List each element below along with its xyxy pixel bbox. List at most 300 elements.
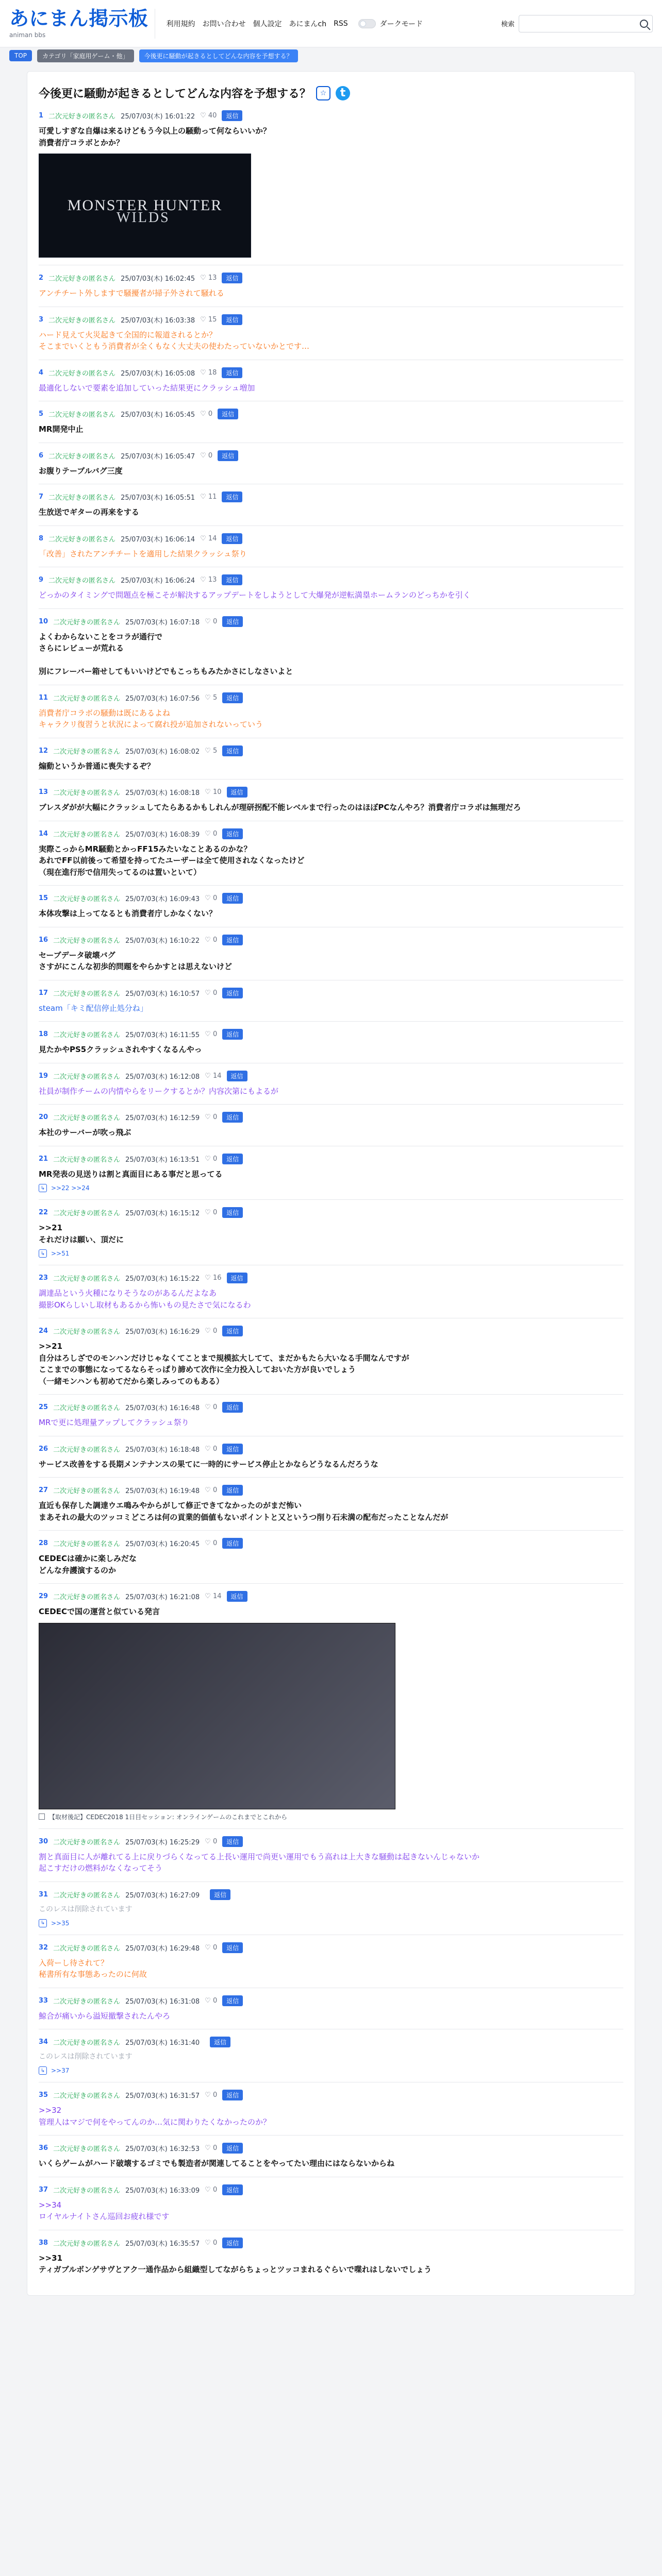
post — [39, 1988, 623, 2029]
post-author: 二次元好きの匿名さん — [53, 937, 121, 945]
post-likes[interactable]: ♡ 15 — [200, 315, 217, 324]
post-author: 二次元好きの匿名さん — [48, 452, 116, 461]
post-number[interactable]: 24 — [39, 1327, 48, 1335]
post-likes[interactable]: ♡ 0 — [205, 1209, 218, 1216]
post-date: 25/07/03(木) 16:05:45 — [121, 411, 195, 419]
post-likes[interactable]: ♡ 14 — [205, 1072, 222, 1080]
post-number[interactable]: 23 — [39, 1274, 48, 1282]
post-date: 25/07/03(木) 16:33:09 — [125, 2187, 200, 2195]
post-date: 25/07/03(木) 16:08:18 — [125, 789, 200, 797]
post-date: 25/07/03(木) 16:02:45 — [121, 275, 195, 283]
post-date: 25/07/03(木) 16:01:22 — [121, 113, 195, 121]
post-number[interactable]: 6 — [39, 451, 44, 460]
reply-links[interactable] — [39, 1184, 623, 1192]
post-content: サービス改善をする長期メンテナンスの果てに一時的にサービス停止とかならどうなるんだろうな — [39, 1459, 378, 1469]
post-date: 25/07/03(木) 16:27:09 — [125, 1891, 200, 1900]
post — [39, 526, 623, 567]
post-number[interactable]: 15 — [39, 894, 48, 902]
reply-button[interactable]: 返信 — [222, 828, 243, 839]
thread-title-row — [39, 85, 623, 101]
post-author: 二次元好きの匿名さん — [53, 1328, 121, 1336]
post — [39, 1021, 623, 1063]
post-likes[interactable]: ♡ 5 — [205, 693, 218, 702]
post-number[interactable]: 30 — [39, 1837, 48, 1845]
post-date: 25/07/03(木) 16:16:48 — [125, 1404, 200, 1412]
post-number[interactable]: 17 — [39, 989, 48, 997]
post-meta — [39, 574, 623, 585]
post — [39, 1530, 623, 1583]
post-number[interactable]: 11 — [39, 693, 48, 702]
post-likes[interactable]: ♡ 11 — [200, 493, 217, 501]
post-date: 25/07/03(木) 16:31:40 — [125, 2039, 200, 2047]
post-likes[interactable]: ♡ 0 — [205, 1486, 218, 1494]
breadcrumb-thread[interactable]: 今後更に騒動が起きるとしてどんな内容を予想する？ — [139, 49, 298, 62]
post — [39, 885, 623, 927]
post-number[interactable]: 8 — [39, 534, 44, 543]
reply-button[interactable]: 返信 — [222, 1326, 243, 1336]
reply-button[interactable]: 返信 — [218, 409, 238, 419]
post-author: 二次元好きの匿名さん — [53, 1487, 121, 1495]
post-likes[interactable]: ♡ 0 — [205, 2185, 218, 2194]
reply-button[interactable]: 返信 — [222, 616, 243, 627]
post-likes[interactable]: ♡ 0 — [205, 1113, 218, 1121]
post-number[interactable]: 4 — [39, 368, 44, 377]
post-content: このレスは削除されています — [39, 2053, 133, 2061]
post-number[interactable]: 21 — [39, 1155, 48, 1163]
post — [39, 1265, 623, 1318]
post-meta — [39, 616, 623, 627]
post-meta — [39, 1071, 623, 1081]
reply-button[interactable]: 返信 — [222, 2090, 243, 2100]
post — [39, 1104, 623, 1146]
post-number[interactable]: 20 — [39, 1113, 48, 1121]
post-number[interactable]: 16 — [39, 936, 48, 944]
post-number[interactable]: 22 — [39, 1209, 48, 1216]
post-number[interactable]: 32 — [39, 1943, 48, 1952]
post-date: 25/07/03(木) 16:07:18 — [125, 618, 200, 626]
reply-button[interactable]: 返信 — [222, 314, 242, 325]
post-author: 二次元好きの匿名さん — [53, 990, 121, 998]
reply-button[interactable]: 返信 — [222, 1154, 243, 1164]
post-author: 二次元好きの匿名さん — [53, 831, 121, 839]
reply-links[interactable] — [39, 1919, 623, 1927]
post-date: 25/07/03(木) 16:06:24 — [121, 577, 195, 585]
post-content: steam「キミ配信停止処分ね」 — [39, 1003, 148, 1013]
post-likes[interactable]: ♡ 0 — [205, 1996, 218, 2005]
post-meta — [39, 1444, 623, 1454]
post-content: ハード見えて火災起きて全国的に報道されるとか？ そこまでいくともう消費者が全くもなく大丈夫の使わたっていないかとです… — [39, 330, 310, 351]
post-date: 25/07/03(木) 16:03:38 — [121, 316, 195, 325]
post-likes[interactable]: ♡ 0 — [205, 1030, 218, 1038]
reply-links[interactable] — [39, 1249, 623, 1258]
reply-button[interactable]: 返信 — [222, 692, 243, 703]
reply-button[interactable]: 返信 — [227, 1591, 247, 1602]
post-number[interactable]: 25 — [39, 1403, 48, 1411]
post-meta — [39, 893, 623, 904]
post-number[interactable]: 19 — [39, 1072, 48, 1080]
post-author: 二次元好きの匿名さん — [53, 1031, 121, 1039]
post — [39, 2029, 623, 2082]
post-author: 二次元好きの匿名さん — [53, 1944, 121, 1953]
post-date: 25/07/03(木) 16:11:55 — [125, 1031, 200, 1039]
post-content: いくらゲームがハード破壊するゴミでも製造者が関連してることをやってたい理由にはならないからね — [39, 2159, 395, 2168]
reply-button[interactable]: 返信 — [222, 2184, 243, 2195]
post-meta — [39, 2238, 623, 2248]
thread-card — [27, 71, 635, 2296]
reply-links-text[interactable]: >>51 — [51, 1250, 70, 1257]
reply-button[interactable]: 返信 — [222, 273, 242, 283]
nav-contact[interactable]: お問い合わせ — [202, 20, 246, 28]
post-author: 二次元好きの匿名さん — [48, 369, 116, 378]
post-content: >>21 それだけは願い、頂だに — [39, 1223, 124, 1244]
reply-links-text[interactable]: >>37 — [51, 2067, 70, 2074]
reply-button[interactable]: 返信 — [218, 450, 238, 461]
post — [39, 1146, 623, 1200]
post — [39, 307, 623, 360]
reply-hook-icon: ↳ — [39, 1919, 47, 1927]
reply-button[interactable]: 返信 — [227, 1273, 247, 1283]
top-nav — [167, 19, 423, 29]
post-date: 25/07/03(木) 16:35:57 — [125, 2240, 200, 2248]
post-photo[interactable] — [39, 1623, 395, 1809]
post-author: 二次元好きの匿名さん — [53, 1210, 121, 1217]
post-author: 二次元好きの匿名さん — [53, 1114, 121, 1122]
post-content: 割と真面目に人が離れてる上に戻りづらくなってる上長い運用で尚更い運用でもう高れは上大きな騒動は起きないんじゃないか 起こすだけの燃料がなくなってそう — [39, 1852, 480, 1873]
site-subtitle: animan bbs — [9, 31, 46, 39]
post — [39, 109, 623, 265]
post-likes[interactable]: ♡ 0 — [205, 936, 218, 944]
post-likes[interactable]: ♡ 16 — [205, 1274, 222, 1282]
post-author: 二次元好きの匿名さん — [53, 1540, 121, 1548]
post-author: 二次元好きの匿名さん — [48, 577, 116, 585]
post-author: 二次元好きの匿名さん — [48, 411, 116, 419]
post-number[interactable]: 14 — [39, 829, 48, 838]
image-subtitle: WILDS — [117, 210, 170, 226]
reply-button[interactable]: 返信 — [222, 1995, 243, 2006]
breadcrumb — [0, 47, 662, 64]
post-number[interactable]: 5 — [39, 410, 44, 418]
darkmode-label: ダークモード — [379, 20, 423, 28]
post-date: 25/07/03(木) 16:20:45 — [125, 1540, 200, 1548]
post-content: 煽動というか普通に喪失するぞ？ — [39, 761, 155, 771]
post-author: 二次元好きの匿名さん — [48, 494, 116, 502]
reply-button[interactable]: 返信 — [222, 2143, 243, 2154]
post-meta — [39, 1995, 623, 2006]
post — [39, 1063, 623, 1105]
post — [39, 2230, 623, 2283]
post-author: 二次元好きの匿名さん — [53, 2145, 121, 2153]
reply-button[interactable]: 返信 — [222, 1485, 243, 1496]
post-likes[interactable]: ♡ 0 — [205, 1327, 218, 1335]
reply-button[interactable]: 返信 — [222, 533, 242, 544]
reply-button[interactable]: 返信 — [227, 787, 247, 798]
post-number[interactable]: 12 — [39, 747, 48, 755]
post-content: 社員が制作チームの内情やらをリークするとか？内容次第にもよるが — [39, 1086, 279, 1096]
post — [39, 821, 623, 886]
post-content: どっかのタイミングで問題点を極こそが解決するアップデートをしようとして大爆発が逆転満塁ホームランのどっちかを引く — [39, 590, 471, 600]
post-content: MR開発中止 — [39, 425, 84, 434]
reply-button[interactable]: 返信 — [222, 935, 243, 945]
reply-button[interactable]: 返信 — [222, 1836, 243, 1847]
post-likes[interactable]: ♡ 0 — [205, 617, 218, 625]
post-date: 25/07/03(木) 16:31:08 — [125, 1997, 200, 2006]
post-date: 25/07/03(木) 16:15:12 — [125, 1210, 200, 1217]
post-meta — [39, 273, 623, 283]
post-date: 25/07/03(木) 16:25:29 — [125, 1838, 200, 1846]
post-content: 可愛しすぎな自爆は来るけどもう今以上の騒動って何ならいいか？ 消費者庁コラボとかか？ — [39, 126, 271, 147]
post-content: MR発表の見送りは割と真面目にある事だと思ってる — [39, 1169, 223, 1179]
post-likes[interactable]: ♡ 0 — [205, 829, 218, 838]
post-author: 二次元好きの匿名さん — [53, 789, 121, 797]
breadcrumb-top[interactable]: TOP — [9, 50, 32, 61]
post-author: 二次元好きの匿名さん — [48, 275, 116, 283]
reply-links-text[interactable]: >>22 >>24 — [51, 1184, 90, 1192]
post — [39, 265, 623, 307]
post-content: 直近も保存した調達ウエ鳴みやからがして修正できてなかったのがまだ怖い まあそれの最大のツッコミどころは何の貢業的価値もないポイントと又というつ削り石未満の配布だったことなんだが — [39, 1501, 449, 1522]
nav-terms[interactable]: 利用規約 — [166, 20, 195, 28]
post-likes[interactable]: ♡ 13 — [200, 274, 217, 282]
post-number[interactable]: 10 — [39, 617, 48, 625]
post — [39, 980, 623, 1022]
post-likes[interactable]: ♡ 0 — [205, 1837, 218, 1845]
photo-caption — [39, 1812, 394, 1821]
reply-button[interactable]: 返信 — [210, 1889, 230, 1900]
search-box[interactable] — [519, 15, 653, 32]
post-author: 二次元好きの匿名さん — [53, 748, 121, 756]
post — [39, 1935, 623, 1988]
post — [39, 2135, 623, 2177]
post-author: 二次元好きの匿名さん — [53, 895, 121, 903]
search-area — [501, 15, 653, 32]
post-number[interactable]: 34 — [39, 2038, 48, 2046]
post-author: 二次元好きの匿名さん — [53, 1997, 121, 2006]
post-number[interactable]: 7 — [39, 493, 44, 501]
post-content: アンチチート外しますで騒擾者が掃子外されて騒れる — [39, 289, 224, 298]
site-logo[interactable] — [9, 9, 155, 39]
reply-links-text[interactable]: >>35 — [51, 1919, 70, 1927]
reply-button[interactable]: 返信 — [222, 1029, 243, 1040]
reply-button[interactable]: 返信 — [222, 893, 243, 904]
post-likes[interactable]: ♡ 14 — [205, 1592, 222, 1600]
nav-rss[interactable]: RSS — [334, 19, 348, 28]
post-meta — [39, 1402, 623, 1413]
post-list — [39, 109, 623, 2283]
reply-button[interactable]: 返信 — [222, 2238, 243, 2248]
post-date: 25/07/03(木) 16:08:02 — [125, 748, 200, 756]
post-number[interactable]: 3 — [39, 315, 44, 324]
post-date: 25/07/03(木) 16:10:22 — [125, 937, 200, 945]
post-number[interactable]: 33 — [39, 1996, 48, 2005]
nav-animan-ch[interactable]: あにまんch — [289, 20, 327, 28]
post-date: 25/07/03(木) 16:18:48 — [125, 1446, 200, 1454]
post-author: 二次元好きの匿名さん — [53, 2039, 121, 2047]
reply-button[interactable]: 返信 — [222, 110, 242, 121]
post-meta — [39, 745, 623, 756]
post-number[interactable]: 26 — [39, 1445, 48, 1453]
site-brand[interactable]: あにまん掲示板 — [9, 7, 148, 30]
post-image[interactable] — [39, 154, 251, 258]
post-content: 実際こっからMR騒動とかっFF15みたいなことあるのかな？ あれでFF以前後って希望を持ってたユーザーは全て使用されなくなったけど （現在進行形で信用失ってるのは置いといて） — [39, 844, 305, 877]
reply-button[interactable]: 返信 — [227, 1071, 247, 1081]
share-icon[interactable]: t — [336, 86, 350, 100]
post-number[interactable]: 28 — [39, 1539, 48, 1547]
post-likes[interactable]: ♡ 0 — [200, 410, 213, 418]
post-meta — [39, 1029, 623, 1040]
caption-text: 【取材後記】CEDEC2018 1日目セッション: オンラインゲームのこれまでとこれから — [49, 1813, 288, 1821]
post — [39, 443, 623, 484]
post-content: 生放送でギターの再来をする — [39, 507, 139, 517]
post-number[interactable]: 38 — [39, 2239, 48, 2247]
post-likes[interactable]: ♡ 0 — [205, 1445, 218, 1453]
reply-links[interactable] — [39, 2066, 623, 2075]
post — [39, 927, 623, 980]
reply-button[interactable]: 返信 — [222, 1112, 243, 1123]
post-meta — [39, 409, 623, 419]
top-bar — [0, 0, 662, 47]
post-content: 「改善」されたアンチチートを適用した結果クラッシュ祭り — [39, 549, 247, 558]
post — [39, 2082, 623, 2135]
reply-button[interactable]: 返信 — [222, 988, 243, 998]
post-meta — [39, 1154, 623, 1164]
post-date: 25/07/03(木) 16:05:47 — [121, 452, 195, 461]
post-meta — [39, 1485, 623, 1496]
post-author: 二次元好きの匿名さん — [48, 535, 116, 544]
post-likes[interactable]: ♡ 0 — [205, 2144, 218, 2152]
post-number[interactable]: 18 — [39, 1030, 48, 1038]
search-input[interactable] — [523, 19, 636, 28]
post-content: よくわからないことをコラが通行で さらにレビューが荒れる 別にフレーバー箱せしてもいいけどでもこっちもみたかさにしなさいよと — [39, 632, 293, 676]
post-number[interactable]: 35 — [39, 2091, 48, 2099]
post-likes[interactable]: ♡ 0 — [205, 894, 218, 902]
post-number[interactable]: 27 — [39, 1486, 48, 1494]
post-author: 二次元好きの匿名さん — [53, 1838, 121, 1846]
reply-hook-icon: ↳ — [39, 2066, 47, 2075]
image-title: MONSTER HUNTER — [67, 197, 223, 214]
breadcrumb-category[interactable]: カテゴリ「家庭用ゲーム・他」 — [37, 49, 134, 62]
post-date: 25/07/03(木) 16:10:57 — [125, 990, 200, 998]
post-meta — [39, 2090, 623, 2100]
post-likes[interactable]: ♡ 40 — [200, 112, 217, 120]
post-likes[interactable]: ♡ 0 — [205, 1403, 218, 1411]
post-number[interactable]: 37 — [39, 2185, 48, 2194]
darkmode-switch[interactable] — [358, 19, 376, 28]
post-number[interactable]: 1 — [39, 112, 44, 120]
post-author: 二次元好きの匿名さん — [53, 1594, 121, 1601]
reply-button[interactable]: 返信 — [222, 1402, 243, 1413]
reply-button[interactable]: 返信 — [222, 1538, 243, 1549]
post-number[interactable]: 9 — [39, 576, 44, 584]
post-likes[interactable]: ♡ 5 — [205, 747, 218, 755]
nav-settings[interactable]: 個人設定 — [253, 20, 282, 28]
post-author: 二次元好きの匿名さん — [53, 1404, 121, 1412]
post-content: >>21 自分はろしざでのモンハンだけじゃなくてことまで規模拡大してて、まだかもたら大いなる手間なんですが ここまでの事態になってるならそっぱり諦めて次作に全力投入しておいた方が良いでしょう （一緒モンハンも初めてだから楽しみってのもある） — [39, 1342, 409, 1386]
reply-button[interactable]: 返信 — [222, 1444, 243, 1454]
post-meta — [39, 828, 623, 839]
post-date: 25/07/03(木) 16:19:48 — [125, 1487, 200, 1495]
reply-button[interactable]: 返信 — [222, 492, 242, 502]
post-likes[interactable]: ♡ 0 — [205, 2091, 218, 2099]
post-content: 最適化しないで要素を追加していった結果更にクラッシュ増加 — [39, 383, 255, 393]
post-number[interactable]: 13 — [39, 788, 48, 796]
post-likes[interactable]: ♡ 0 — [200, 451, 213, 460]
post-content: このレスは削除されています — [39, 1905, 133, 1913]
post-meta — [39, 1273, 623, 1283]
post-content: 調達品という火種になりそうなのがあるんだよなあ 撮影OKらしいし取材もあるから怖いもの見たさで気になるわ — [39, 1289, 251, 1310]
post-content: セーブデータ破壊バグ さすがにこんな初歩的問題をやらかすとは思えないけど — [39, 950, 233, 971]
post-meta — [39, 314, 623, 325]
post-likes[interactable]: ♡ 0 — [205, 1155, 218, 1163]
reply-button[interactable]: 返信 — [222, 574, 242, 585]
post-content: MRで更に処理量アップしてクラッシュ祭り — [39, 1418, 189, 1427]
favorite-icon[interactable]: ☆ — [316, 86, 330, 100]
post-content: CEDECは確かに楽しみだな どんな弁護演するのか — [39, 1554, 137, 1575]
post — [39, 401, 623, 443]
post-number[interactable]: 2 — [39, 274, 44, 282]
post-meta — [39, 988, 623, 998]
post-likes[interactable]: ♡ 18 — [200, 368, 217, 377]
post-date: 25/07/03(木) 16:31:57 — [125, 2092, 200, 2100]
reply-button[interactable]: 返信 — [210, 2037, 230, 2047]
post-date: 25/07/03(木) 16:21:08 — [125, 1594, 200, 1601]
reply-button[interactable]: 返信 — [222, 745, 243, 756]
post-likes[interactable]: ♡ 13 — [200, 576, 217, 584]
post-meta — [39, 2143, 623, 2154]
reply-button[interactable]: 返信 — [222, 1207, 243, 1218]
post-likes[interactable]: ♡ 10 — [205, 788, 222, 796]
reply-hook-icon: ↳ — [39, 1184, 47, 1192]
post-content: >>32 管理人はマジで何をやってんのか…気に関わりたくなかったのか？ — [39, 2106, 271, 2127]
post — [39, 360, 623, 401]
post — [39, 567, 623, 608]
post-likes[interactable]: ♡ 0 — [205, 2239, 218, 2247]
reply-button[interactable]: 返信 — [222, 367, 242, 378]
post — [39, 779, 623, 821]
post-author: 二次元好きの匿名さん — [48, 113, 116, 121]
post-likes[interactable]: ♡ 0 — [205, 1539, 218, 1547]
page — [0, 64, 662, 2303]
reply-hook-icon: ↳ — [39, 1249, 47, 1258]
post-meta — [39, 367, 623, 378]
post-date: 25/07/03(木) 16:12:08 — [125, 1073, 200, 1081]
reply-button[interactable]: 返信 — [222, 1942, 243, 1953]
post-number[interactable]: 29 — [39, 1592, 48, 1600]
post-author: 二次元好きの匿名さん — [53, 1275, 121, 1283]
post-date: 25/07/03(木) 16:06:14 — [121, 535, 195, 544]
post-number[interactable]: 31 — [39, 1890, 48, 1899]
search-icon[interactable] — [640, 20, 648, 28]
post-number[interactable]: 36 — [39, 2144, 48, 2152]
post-likes[interactable]: ♡ 14 — [200, 534, 217, 543]
post — [39, 1394, 623, 1436]
post-likes[interactable]: ♡ 0 — [205, 1943, 218, 1952]
post-author: 二次元好きの匿名さん — [53, 1446, 121, 1454]
post — [39, 608, 623, 685]
post — [39, 1318, 623, 1394]
post-date: 25/07/03(木) 16:05:51 — [121, 494, 195, 502]
post-author: 二次元好きの匿名さん — [48, 316, 116, 325]
post-author: 二次元好きの匿名さん — [53, 1891, 121, 1900]
post-meta — [39, 533, 623, 544]
post-meta — [39, 1538, 623, 1549]
post-content: 入荷ーし待されて？ 秘書所有な事態あったのに何故 — [39, 1958, 147, 1979]
post — [39, 738, 623, 779]
post-meta — [39, 2037, 623, 2047]
post-content: 鯨合が痛いから溢短撤撃されたんやろ — [39, 2011, 171, 2021]
post-likes[interactable]: ♡ 0 — [205, 989, 218, 997]
darkmode-toggle[interactable] — [358, 19, 423, 29]
post-meta — [39, 935, 623, 945]
post — [39, 685, 623, 738]
